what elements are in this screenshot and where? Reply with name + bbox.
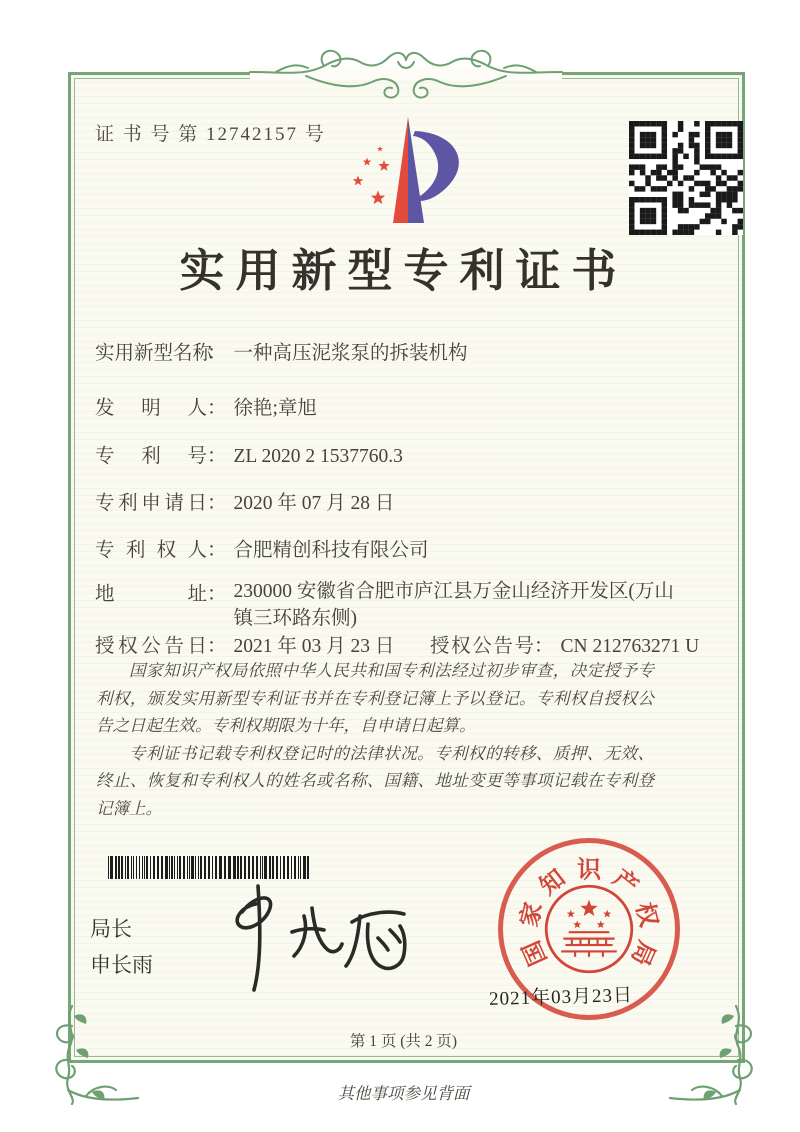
field-value: 2020 年 07 月 28 日 <box>233 493 395 514</box>
commissioner-name: 申长雨 <box>90 954 153 977</box>
seal-ring-char: 局 <box>625 936 660 970</box>
field-label: 实用新型名称 <box>95 343 213 364</box>
field-label: 地址 <box>95 584 207 605</box>
cnipa-logo-icon <box>335 111 475 230</box>
field-row-inventor <box>95 392 317 420</box>
field-label: 专利号 <box>95 446 207 467</box>
field-colon: ： <box>207 343 227 364</box>
signature-icon <box>208 880 420 994</box>
certificate-title: 实用新型专利证书 <box>179 246 628 296</box>
field-label: 授权公告日 <box>95 636 207 657</box>
field-colon: ： <box>207 398 227 419</box>
field-label: 专利权人 <box>95 540 207 561</box>
seal-ring-char: 产 <box>607 865 643 901</box>
field-colon: ： <box>207 493 227 514</box>
field-value: 230000 安徽省合肥市庐江县万金山经济开发区(万山镇三环路东侧) <box>233 581 674 629</box>
seal-ring-char: 家 <box>516 900 548 930</box>
field-value: 一种高压泥浆泵的拆装机构 <box>233 343 468 364</box>
field-colon: ： <box>207 584 227 605</box>
barcode <box>108 856 310 879</box>
field-pair-grant-no <box>430 630 699 658</box>
seal-ring-char: 识 <box>577 857 601 884</box>
commissioner-title: 局长 <box>90 918 132 941</box>
field-value: 徐艳;章旭 <box>233 398 317 419</box>
field-colon: ： <box>534 636 554 657</box>
field-colon: ： <box>207 446 227 467</box>
field-label: 专利申请日 <box>95 493 207 514</box>
field-row-filing-date <box>95 487 394 515</box>
qr-code <box>629 121 743 235</box>
field-row-grant <box>95 630 700 658</box>
seal-ring-char: 国 <box>518 936 553 970</box>
field-row-address <box>95 578 686 632</box>
legal-paragraph: 国家知识产权局依照中华人民共和国专利法经过初步审查，决定授予专利权，颁发实用新型专利证书并在专利登记簿上予以登记。专利权自授权公告之日起生效。专利权期限为十年，自申请日起算。 <box>96 661 654 735</box>
field-row-name <box>95 337 468 365</box>
page-indicator: 第 1 页 (共 2 页) <box>349 1033 458 1050</box>
field-row-patent-no <box>95 440 403 468</box>
legal-paragraph: 专利证书记载专利权登记时的法律状况。专利权的转移、质押、无效、终止、恢复和专利权人的姓名或名称、国籍、地址变更等事项记载在专利登记簿上。 <box>96 743 654 818</box>
field-value: CN 212763271 U <box>560 636 700 657</box>
field-value: ZL 2020 2 1537760.3 <box>233 446 403 467</box>
seal-date: 2021年03月23日 <box>488 985 634 1010</box>
field-colon: ： <box>207 636 227 657</box>
back-side-note: 其他事项参见背面 <box>337 1084 470 1103</box>
field-row-patentee <box>95 534 429 562</box>
field-label: 发明人 <box>95 398 207 419</box>
field-colon: ： <box>207 540 227 561</box>
certificate-number: 证 书 号 第 12742157 号 <box>95 124 326 145</box>
dragon-scroll-ornament-icon <box>246 44 566 102</box>
field-label: 授权公告号 <box>430 636 534 657</box>
seal-ring-char: 知 <box>535 865 571 901</box>
seal-ring-char: 权 <box>630 900 662 930</box>
field-value: 合肥精创科技有限公司 <box>233 540 429 561</box>
field-value: 2021 年 03 月 23 日 <box>233 636 395 657</box>
legal-text <box>96 657 654 822</box>
